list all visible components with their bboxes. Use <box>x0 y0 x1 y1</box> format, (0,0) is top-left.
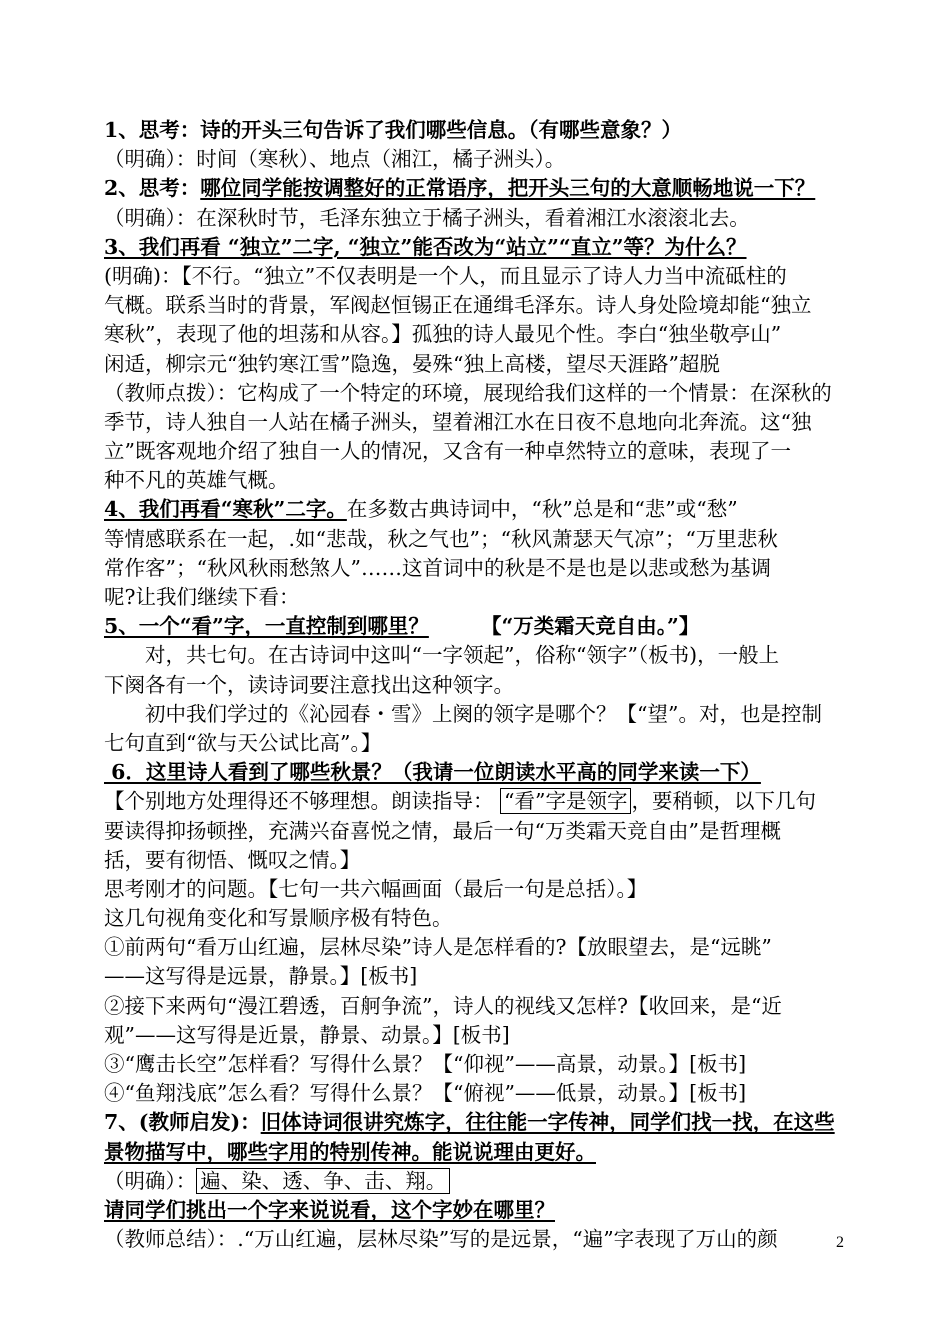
text-segment: 5、一个“看”字，一直控制到哪里？ <box>104 614 429 639</box>
text-line <box>104 320 856 349</box>
text-line <box>104 1138 856 1167</box>
text-segment: 这几句视角变化和写景顺序极有特色。 <box>104 906 453 931</box>
text-segment: 下阕各有一个，读诗词要注意找出这种领字。 <box>104 672 514 697</box>
text-line <box>104 817 856 846</box>
text-line <box>104 379 856 408</box>
text-segment: 寒秋”，表现了他的坦荡和从容。】孤独的诗人最见个性。李白“独坐敬亭山” <box>104 322 782 347</box>
text-segment <box>429 614 481 638</box>
text-line <box>104 554 856 583</box>
text-line <box>104 641 856 670</box>
text-line <box>104 729 856 758</box>
text-segment: 七句直到“欲与天公试比高”。】 <box>104 730 382 755</box>
text-line <box>104 495 856 524</box>
text-segment: （明确）：时间（寒秋）、地点（湘江，橘子洲头）。 <box>104 147 566 172</box>
text-line <box>104 583 856 612</box>
text-segment: （明确）：在深秋时节，毛泽东独立于橘子洲头，看着湘江水滚滚北去。 <box>104 205 750 230</box>
text-segment: 诗的开头三句告诉了我们哪些信息。（有哪些意象？） <box>200 118 683 142</box>
text-segment: 2、思考： <box>104 176 201 201</box>
text-segment: 景物描写中，哪些字用的特别传神。能说说理由更好。 <box>104 1139 596 1164</box>
text-line <box>104 437 856 466</box>
text-line <box>104 233 856 262</box>
text-segment: 请同学们挑出一个字来说说看，这个字妙在哪里？ <box>104 1197 555 1222</box>
text-line <box>104 350 856 379</box>
text-segment: 3、我们再看 “独立”二字, “独立”能否改为“站立”“直立”等？为什么？ <box>104 234 747 259</box>
text-segment: ——这写得是远景，静景。】[板书] <box>104 964 418 989</box>
text-segment: 4、我们再看“寒秋”二字。 <box>104 497 347 522</box>
text-line <box>104 933 856 962</box>
text-line <box>104 1108 856 1137</box>
text-line <box>104 962 856 991</box>
text-segment: 立”既客观地介绍了独自一人的情况，又含有一种卓然特立的意味，表现了一 <box>104 439 791 464</box>
text-segment: (明确)：【不行。“独立”不仅表明是一个人，而且显示了诗人力当中流砥柱的 <box>104 263 787 288</box>
text-line <box>104 145 856 174</box>
text-line <box>104 262 856 291</box>
text-line <box>104 612 856 641</box>
text-segment: 要读得抑扬顿挫，充满兴奋喜悦之情，最后一句“万类霜天竞自由”是哲理概 <box>104 818 781 843</box>
text-segment: （明确）： <box>104 1168 197 1193</box>
text-line <box>104 116 856 145</box>
text-line <box>104 174 856 203</box>
text-segment: ②接下来两句“漫江碧透，百舸争流”，诗人的视线又怎样?【收回来，是“近 <box>104 993 782 1018</box>
text-segment: 种不凡的英雄气概。 <box>104 468 289 493</box>
text-line <box>104 204 856 233</box>
text-line <box>104 700 856 729</box>
text-segment: 季节，诗人独自一人站在橘子洲头，望着湘江水在日夜不息地向北奔流。这“独 <box>104 409 812 434</box>
text-line <box>104 408 856 437</box>
text-segment: 在多数古典诗词中，“秋”总是和“悲”或“愁” <box>346 497 738 522</box>
text-segment: ，要稍顿，以下几句 <box>631 789 816 814</box>
text-line <box>104 875 856 904</box>
text-line <box>104 1167 856 1196</box>
text-segment: 7、(教师启发)： <box>104 1110 261 1135</box>
text-segment: 闲适，柳宗元“独钓寒江雪”隐逸，晏殊“独上高楼，望尽天涯路”超脱 <box>104 351 720 376</box>
text-line <box>104 787 856 816</box>
text-segment: 气概。联系当时的背景，军阀赵恒锡正在通缉毛泽东。诗人身处险境却能“独立 <box>104 293 812 318</box>
text-line <box>104 1079 856 1108</box>
text-segment: 括，要有彻悟、慨叹之情。】 <box>104 847 361 872</box>
text-segment: 哪位同学能按调整好的正常语序，把开头三句的大意顺畅地说一下？ <box>200 176 816 201</box>
document-body <box>104 116 856 1254</box>
text-line <box>104 466 856 495</box>
text-segment: ③“鹰击长空”怎样看？写得什么景？【“仰视”——高景，动景。】[板书] <box>104 1052 747 1076</box>
text-segment: 1、思考： <box>104 118 201 142</box>
text-segment: （教师总结）：.“万山红遍，层林尽染”写的是远景，“遍”字表现了万山的颜 <box>104 1227 778 1252</box>
text-segment: 【“万类霜天竞自由。”】 <box>481 614 700 639</box>
text-segment: 呢?让我们继续下看： <box>104 585 300 609</box>
text-line <box>104 904 856 933</box>
text-segment: ④“鱼翔浅底”怎么看？写得什么景？【“俯视”——低景，动景。】[板书] <box>104 1081 747 1106</box>
text-segment: 【个别地方处理得还不够理想。朗读指导： <box>104 789 501 814</box>
text-segment: 思考刚才的问题。【七句一共六幅画面（最后一句是总括）。】 <box>104 876 648 901</box>
text-line <box>104 758 856 787</box>
text-line <box>104 1196 856 1225</box>
text-line <box>104 1021 856 1050</box>
text-segment: 初中我们学过的《沁园春・雪》上阕的领字是哪个？【“望”。对，也是控制 <box>145 701 822 726</box>
text-segment: 观”——这写得是近景，静景、动景。】[板书] <box>104 1022 510 1047</box>
text-line <box>104 291 856 320</box>
text-line <box>104 992 856 1021</box>
text-line <box>104 671 856 700</box>
text-segment: 常作客”；“秋风秋雨愁煞人”……这首词中的秋是不是也是以悲或愁为基调 <box>104 555 771 580</box>
text-segment: 旧体诗词很讲究炼字，往往能一字传神，同学们找一找，在这些 <box>260 1110 835 1135</box>
text-line <box>104 1050 856 1079</box>
text-segment: 对，共七句。在古诗词中这叫“一字领起”，俗称“领字”（板书)，一般上 <box>145 643 780 668</box>
text-segment: （教师点拨）：它构成了一个特定的环境，展现给我们这样的一个情景：在深秋的 <box>104 380 832 405</box>
page-number: 2 <box>836 1234 844 1251</box>
text-segment: 6．这里诗人看到了哪些秋景？（我请一位朗读水平高的同学来读一下） <box>104 760 761 785</box>
text-segment: 等情感联系在一起，.如“悲哉，秋之气也”；“秋风萧瑟天气凉”；“万里悲秋 <box>104 526 778 551</box>
boxed-text: “看”字是领字 <box>500 788 631 814</box>
boxed-text: 遍、染、透、争、击、翔。 <box>196 1168 450 1194</box>
text-line <box>104 1225 856 1254</box>
text-segment: ①前两句“看万山红遍，层林尽染”诗人是怎样看的?【放眼望去，是“远眺” <box>104 935 772 960</box>
text-line <box>104 846 856 875</box>
text-line <box>104 525 856 554</box>
